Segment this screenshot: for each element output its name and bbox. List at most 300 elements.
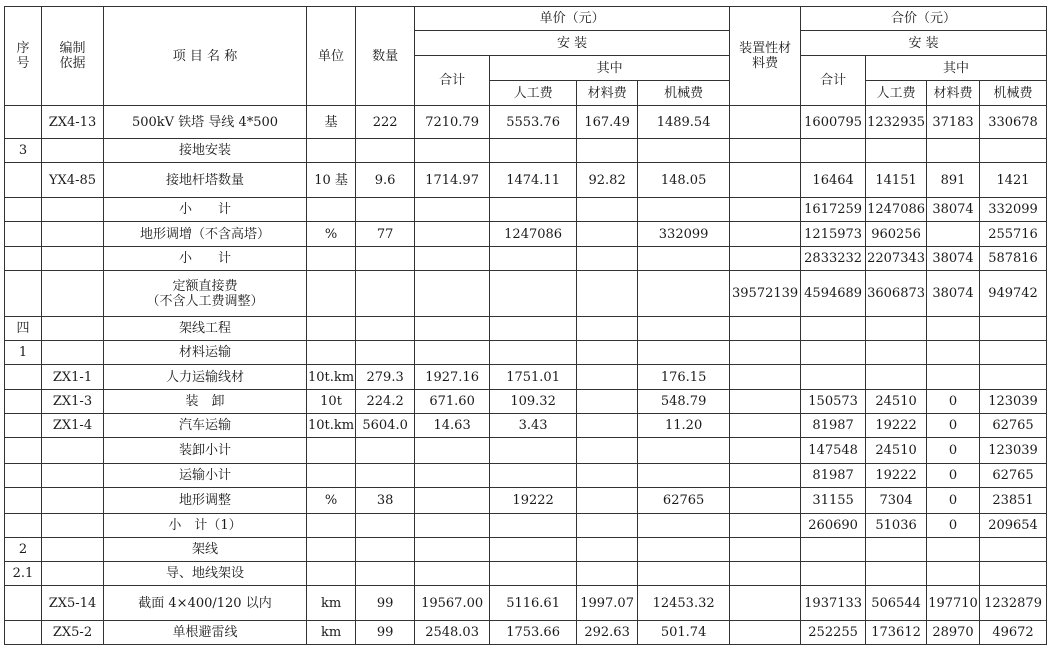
cell-basis	[42, 538, 104, 562]
cell-combined-total: 16464	[801, 163, 866, 198]
header-basis: 编制 依据	[42, 7, 104, 106]
cell-device-material	[730, 438, 801, 464]
cell-combined-labor: 51036	[866, 514, 927, 538]
cell-combined-material	[927, 562, 980, 586]
cell-item-name: 截面 4×400/120 以内	[104, 586, 307, 621]
cell-combined-labor: 24510	[866, 390, 927, 414]
cell-unit-total: 7210.79	[415, 106, 490, 139]
cell-quantity	[356, 538, 415, 562]
cell-unit	[307, 247, 356, 271]
cell-unit-labor	[490, 562, 577, 586]
cell-device-material	[730, 198, 801, 222]
cell-combined-total: 31155	[801, 488, 866, 514]
cell-seq: 3	[5, 139, 42, 163]
cell-seq	[5, 198, 42, 222]
cell-unit-machine: 148.05	[638, 163, 730, 198]
cell-unit-material	[577, 365, 638, 390]
cell-combined-labor: 14151	[866, 163, 927, 198]
header-item-name: 项 目 名 称	[104, 7, 307, 106]
cell-quantity: 9.6	[356, 163, 415, 198]
cell-combined-total: 81987	[801, 464, 866, 488]
cell-combined-machine	[980, 365, 1047, 390]
cell-unit-material: 167.49	[577, 106, 638, 139]
cell-unit-machine	[638, 317, 730, 341]
table-row	[5, 488, 1047, 514]
cell-combined-total: 81987	[801, 414, 866, 438]
cell-unit-labor: 1753.66	[490, 621, 577, 645]
cell-unit	[307, 317, 356, 341]
cell-unit-labor: 5116.61	[490, 586, 577, 621]
cell-combined-machine	[980, 538, 1047, 562]
cell-unit-machine: 176.15	[638, 365, 730, 390]
cell-unit-labor: 109.32	[490, 390, 577, 414]
cell-basis: ZX1-3	[42, 390, 104, 414]
cell-basis	[42, 198, 104, 222]
cell-unit-total	[415, 538, 490, 562]
cell-quantity: 5604.0	[356, 414, 415, 438]
table-row	[5, 247, 1047, 271]
cell-combined-machine: 332099	[980, 198, 1047, 222]
cell-combined-machine: 587816	[980, 247, 1047, 271]
header-unit-machine: 机械费	[638, 81, 730, 106]
cell-device-material	[730, 538, 801, 562]
cell-combined-labor: 173612	[866, 621, 927, 645]
cell-device-material	[730, 341, 801, 365]
cell-quantity: 279.3	[356, 365, 415, 390]
cell-device-material	[730, 365, 801, 390]
cell-seq	[5, 106, 42, 139]
cell-seq	[5, 514, 42, 538]
cell-combined-material: 38074	[927, 247, 980, 271]
cell-combined-total: 1617259	[801, 198, 866, 222]
cell-combined-machine: 23851	[980, 488, 1047, 514]
cell-combined-material: 38074	[927, 198, 980, 222]
cell-combined-material: 0	[927, 464, 980, 488]
cell-unit-total	[415, 562, 490, 586]
table-body	[5, 106, 1047, 645]
cell-basis: ZX4-13	[42, 106, 104, 139]
cell-combined-total	[801, 538, 866, 562]
table-row	[5, 198, 1047, 222]
cell-item-name: 架线	[104, 538, 307, 562]
cell-unit-total	[415, 317, 490, 341]
cell-item-name: 汽车运输	[104, 414, 307, 438]
table-row	[5, 621, 1047, 645]
table-row	[5, 414, 1047, 438]
cell-unit-labor	[490, 438, 577, 464]
cell-combined-labor: 506544	[866, 586, 927, 621]
cell-unit-total	[415, 198, 490, 222]
cell-combined-material: 197710	[927, 586, 980, 621]
cell-device-material	[730, 562, 801, 586]
cell-unit: %	[307, 488, 356, 514]
header-combined-price: 合价（元）	[801, 7, 1047, 31]
cell-combined-material	[927, 222, 980, 247]
cell-combined-material	[927, 538, 980, 562]
cell-basis	[42, 222, 104, 247]
table-row	[5, 139, 1047, 163]
cell-combined-labor: 19222	[866, 414, 927, 438]
cell-basis: ZX5-2	[42, 621, 104, 645]
cell-item-name: 地形调增（不含高塔）	[104, 222, 307, 247]
cell-unit-machine: 548.79	[638, 390, 730, 414]
cell-combined-labor: 1232935	[866, 106, 927, 139]
cell-unit-total	[415, 139, 490, 163]
cell-combined-total: 1937133	[801, 586, 866, 621]
cell-device-material	[730, 488, 801, 514]
header-install-combined: 安 装	[801, 31, 1047, 56]
cell-unit: 10t.km	[307, 365, 356, 390]
cell-quantity	[356, 198, 415, 222]
cell-basis	[42, 139, 104, 163]
header-quantity: 数量	[356, 7, 415, 106]
cell-combined-machine	[980, 317, 1047, 341]
cell-unit: 10t.km	[307, 414, 356, 438]
header-unit-material: 材料费	[577, 81, 638, 106]
cell-unit	[307, 514, 356, 538]
cell-unit-labor	[490, 514, 577, 538]
cell-basis	[42, 341, 104, 365]
cell-unit-material	[577, 538, 638, 562]
table-row	[5, 341, 1047, 365]
cell-item-name: 小 计	[104, 247, 307, 271]
cell-seq: 2.1	[5, 562, 42, 586]
cell-combined-total	[801, 317, 866, 341]
table-row	[5, 390, 1047, 414]
cell-combined-total	[801, 341, 866, 365]
cell-quantity	[356, 514, 415, 538]
cell-unit-labor: 19222	[490, 488, 577, 514]
cell-combined-machine	[980, 562, 1047, 586]
cell-seq	[5, 163, 42, 198]
cell-unit-labor: 5553.76	[490, 106, 577, 139]
cell-unit-machine	[638, 341, 730, 365]
cell-combined-machine: 62765	[980, 464, 1047, 488]
cell-combined-material	[927, 341, 980, 365]
cell-item-name: 500kV 铁塔 导线 4*500	[104, 106, 307, 139]
cell-combined-labor	[866, 538, 927, 562]
table-row	[5, 514, 1047, 538]
cell-basis	[42, 271, 104, 317]
cell-unit-material	[577, 562, 638, 586]
cell-unit: 10t	[307, 390, 356, 414]
header-combined-machine: 机械费	[980, 81, 1047, 106]
cell-unit-machine	[638, 514, 730, 538]
cell-combined-machine: 209654	[980, 514, 1047, 538]
cell-combined-total	[801, 562, 866, 586]
cell-seq	[5, 488, 42, 514]
cell-combined-material: 891	[927, 163, 980, 198]
cell-unit-total: 14.63	[415, 414, 490, 438]
cell-combined-labor	[866, 139, 927, 163]
cell-unit-labor: 3.43	[490, 414, 577, 438]
cell-unit-total	[415, 514, 490, 538]
cell-combined-total: 2833232	[801, 247, 866, 271]
table-row	[5, 106, 1047, 139]
cell-item-name: 定额直接费 （不含人工费调整）	[104, 271, 307, 317]
header-seq: 序 号	[5, 7, 42, 106]
cell-unit-machine: 12453.32	[638, 586, 730, 621]
cell-basis	[42, 488, 104, 514]
cell-seq: 1	[5, 341, 42, 365]
cell-unit-labor	[490, 271, 577, 317]
cell-seq	[5, 586, 42, 621]
cell-item-name: 接地杆塔数量	[104, 163, 307, 198]
cell-device-material	[730, 390, 801, 414]
cell-item-name: 单根避雷线	[104, 621, 307, 645]
header-device-material: 装置性材 料费	[730, 7, 801, 106]
cell-quantity	[356, 464, 415, 488]
cell-unit-material	[577, 488, 638, 514]
cell-unit: %	[307, 222, 356, 247]
cell-basis: ZX1-1	[42, 365, 104, 390]
cell-combined-material: 28970	[927, 621, 980, 645]
cell-unit-labor	[490, 341, 577, 365]
cell-unit	[307, 464, 356, 488]
header-combined-of-which: 其中	[866, 56, 1047, 81]
header-unit-of-which: 其中	[490, 56, 730, 81]
cell-combined-material: 37183	[927, 106, 980, 139]
cell-device-material	[730, 414, 801, 438]
cell-combined-total: 1600795	[801, 106, 866, 139]
header-combined-labor: 人工费	[866, 81, 927, 106]
cell-device-material	[730, 247, 801, 271]
cell-unit-total: 19567.00	[415, 586, 490, 621]
cell-combined-machine	[980, 139, 1047, 163]
cell-unit-labor: 1474.11	[490, 163, 577, 198]
cell-combined-material	[927, 365, 980, 390]
cell-unit-total	[415, 488, 490, 514]
cell-unit-machine: 11.20	[638, 414, 730, 438]
table-row	[5, 365, 1047, 390]
cell-unit-total	[415, 438, 490, 464]
cell-combined-machine: 1421	[980, 163, 1047, 198]
cell-item-name: 人力运输线材	[104, 365, 307, 390]
cell-combined-total: 147548	[801, 438, 866, 464]
cell-unit-total	[415, 341, 490, 365]
cell-item-name: 材料运输	[104, 341, 307, 365]
table-row	[5, 438, 1047, 464]
cell-unit-material	[577, 514, 638, 538]
cell-quantity: 222	[356, 106, 415, 139]
cell-unit: km	[307, 621, 356, 645]
cell-unit-machine	[638, 464, 730, 488]
cell-unit-material	[577, 414, 638, 438]
cell-quantity	[356, 271, 415, 317]
table-row	[5, 586, 1047, 621]
cell-combined-total: 252255	[801, 621, 866, 645]
cell-quantity: 99	[356, 621, 415, 645]
cell-seq	[5, 365, 42, 390]
cell-quantity: 77	[356, 222, 415, 247]
cell-unit	[307, 562, 356, 586]
cell-unit-machine: 62765	[638, 488, 730, 514]
cell-unit-machine	[638, 198, 730, 222]
cell-unit-machine: 1489.54	[638, 106, 730, 139]
cell-unit-material	[577, 198, 638, 222]
cell-device-material	[730, 139, 801, 163]
budget-table	[4, 6, 1047, 645]
cell-quantity: 38	[356, 488, 415, 514]
table-row	[5, 222, 1047, 247]
cell-quantity	[356, 139, 415, 163]
cell-device-material	[730, 621, 801, 645]
cell-seq	[5, 222, 42, 247]
cell-item-name: 地形调整	[104, 488, 307, 514]
cell-combined-labor	[866, 317, 927, 341]
cell-unit-machine	[638, 271, 730, 317]
table-row	[5, 317, 1047, 341]
cell-combined-material	[927, 139, 980, 163]
cell-item-name: 小 计	[104, 198, 307, 222]
cell-unit-total	[415, 271, 490, 317]
cell-combined-labor: 3606873	[866, 271, 927, 317]
cell-device-material: 39572139	[730, 271, 801, 317]
cell-unit-material	[577, 139, 638, 163]
cell-unit-total: 671.60	[415, 390, 490, 414]
cell-quantity	[356, 317, 415, 341]
cell-item-name: 运输小计	[104, 464, 307, 488]
cell-unit-machine	[638, 538, 730, 562]
cell-device-material	[730, 163, 801, 198]
cell-quantity	[356, 247, 415, 271]
cell-device-material	[730, 106, 801, 139]
cell-basis	[42, 317, 104, 341]
cell-unit: 10 基	[307, 163, 356, 198]
cell-unit: km	[307, 586, 356, 621]
cell-quantity	[356, 341, 415, 365]
cell-combined-labor	[866, 341, 927, 365]
cell-unit-labor	[490, 317, 577, 341]
cell-device-material	[730, 317, 801, 341]
header-install-unit: 安 装	[415, 31, 730, 56]
cell-combined-machine: 330678	[980, 106, 1047, 139]
cell-combined-machine: 62765	[980, 414, 1047, 438]
header-combined-material: 材料费	[927, 81, 980, 106]
table-row	[5, 464, 1047, 488]
header-combined-total: 合计	[801, 56, 866, 106]
table-row	[5, 271, 1047, 317]
cell-unit-machine	[638, 139, 730, 163]
cell-seq	[5, 271, 42, 317]
header-unit-total: 合计	[415, 56, 490, 106]
cell-unit-total: 2548.03	[415, 621, 490, 645]
cell-unit	[307, 271, 356, 317]
cell-combined-material: 0	[927, 414, 980, 438]
cell-device-material	[730, 464, 801, 488]
cell-item-name: 装 卸	[104, 390, 307, 414]
cell-unit-labor	[490, 538, 577, 562]
cell-unit-machine	[638, 438, 730, 464]
cell-combined-total: 1215973	[801, 222, 866, 247]
cell-basis: YX4-85	[42, 163, 104, 198]
cell-basis	[42, 562, 104, 586]
cell-combined-total	[801, 365, 866, 390]
cell-combined-labor: 960256	[866, 222, 927, 247]
cell-unit-total	[415, 464, 490, 488]
cell-unit-material: 292.63	[577, 621, 638, 645]
cell-unit-machine	[638, 562, 730, 586]
table-row	[5, 163, 1047, 198]
cell-unit	[307, 139, 356, 163]
cell-item-name: 小 计（1）	[104, 514, 307, 538]
cell-basis	[42, 464, 104, 488]
header-unit-price: 单价（元）	[415, 7, 730, 31]
cell-unit-material	[577, 317, 638, 341]
cell-combined-material: 0	[927, 514, 980, 538]
cell-combined-material: 0	[927, 488, 980, 514]
cell-combined-machine: 1232879	[980, 586, 1047, 621]
cell-quantity: 224.2	[356, 390, 415, 414]
cell-unit-material	[577, 390, 638, 414]
cell-unit-machine: 332099	[638, 222, 730, 247]
cell-combined-material: 0	[927, 390, 980, 414]
cell-unit-total	[415, 222, 490, 247]
cell-combined-machine: 123039	[980, 390, 1047, 414]
cell-combined-labor	[866, 365, 927, 390]
cell-combined-labor	[866, 562, 927, 586]
table-row	[5, 538, 1047, 562]
header-unit-labor: 人工费	[490, 81, 577, 106]
cell-basis	[42, 514, 104, 538]
cell-basis	[42, 247, 104, 271]
cell-combined-material: 0	[927, 438, 980, 464]
cell-combined-material	[927, 317, 980, 341]
cell-combined-total: 150573	[801, 390, 866, 414]
cell-unit-labor	[490, 139, 577, 163]
cell-unit-machine: 501.74	[638, 621, 730, 645]
cell-combined-total: 260690	[801, 514, 866, 538]
cell-seq	[5, 438, 42, 464]
cell-unit	[307, 198, 356, 222]
cell-unit	[307, 538, 356, 562]
cell-item-name: 接地安装	[104, 139, 307, 163]
cell-combined-labor: 24510	[866, 438, 927, 464]
cell-item-name: 导、地线架设	[104, 562, 307, 586]
cell-unit-material	[577, 247, 638, 271]
cell-seq: 2	[5, 538, 42, 562]
cell-combined-machine	[980, 341, 1047, 365]
cell-unit: 基	[307, 106, 356, 139]
cell-unit-machine	[638, 247, 730, 271]
cell-unit-material	[577, 464, 638, 488]
cell-seq	[5, 247, 42, 271]
header-unit: 单位	[307, 7, 356, 106]
cell-unit-material	[577, 341, 638, 365]
cell-unit-material	[577, 438, 638, 464]
cell-combined-labor: 1247086	[866, 198, 927, 222]
cell-quantity	[356, 562, 415, 586]
cell-combined-machine: 49672	[980, 621, 1047, 645]
cell-combined-machine: 949742	[980, 271, 1047, 317]
cell-combined-labor: 2207343	[866, 247, 927, 271]
cell-unit-material: 92.82	[577, 163, 638, 198]
cell-unit-material	[577, 222, 638, 247]
cell-unit-labor: 1247086	[490, 222, 577, 247]
cell-basis: ZX1-4	[42, 414, 104, 438]
cell-unit-total: 1927.16	[415, 365, 490, 390]
cell-unit-labor	[490, 198, 577, 222]
cell-item-name: 架线工程	[104, 317, 307, 341]
cell-seq	[5, 390, 42, 414]
cell-seq: 四	[5, 317, 42, 341]
cell-device-material	[730, 222, 801, 247]
cell-combined-material: 38074	[927, 271, 980, 317]
table-header	[5, 7, 1047, 106]
table-row	[5, 562, 1047, 586]
cell-device-material	[730, 514, 801, 538]
cell-combined-machine: 255716	[980, 222, 1047, 247]
